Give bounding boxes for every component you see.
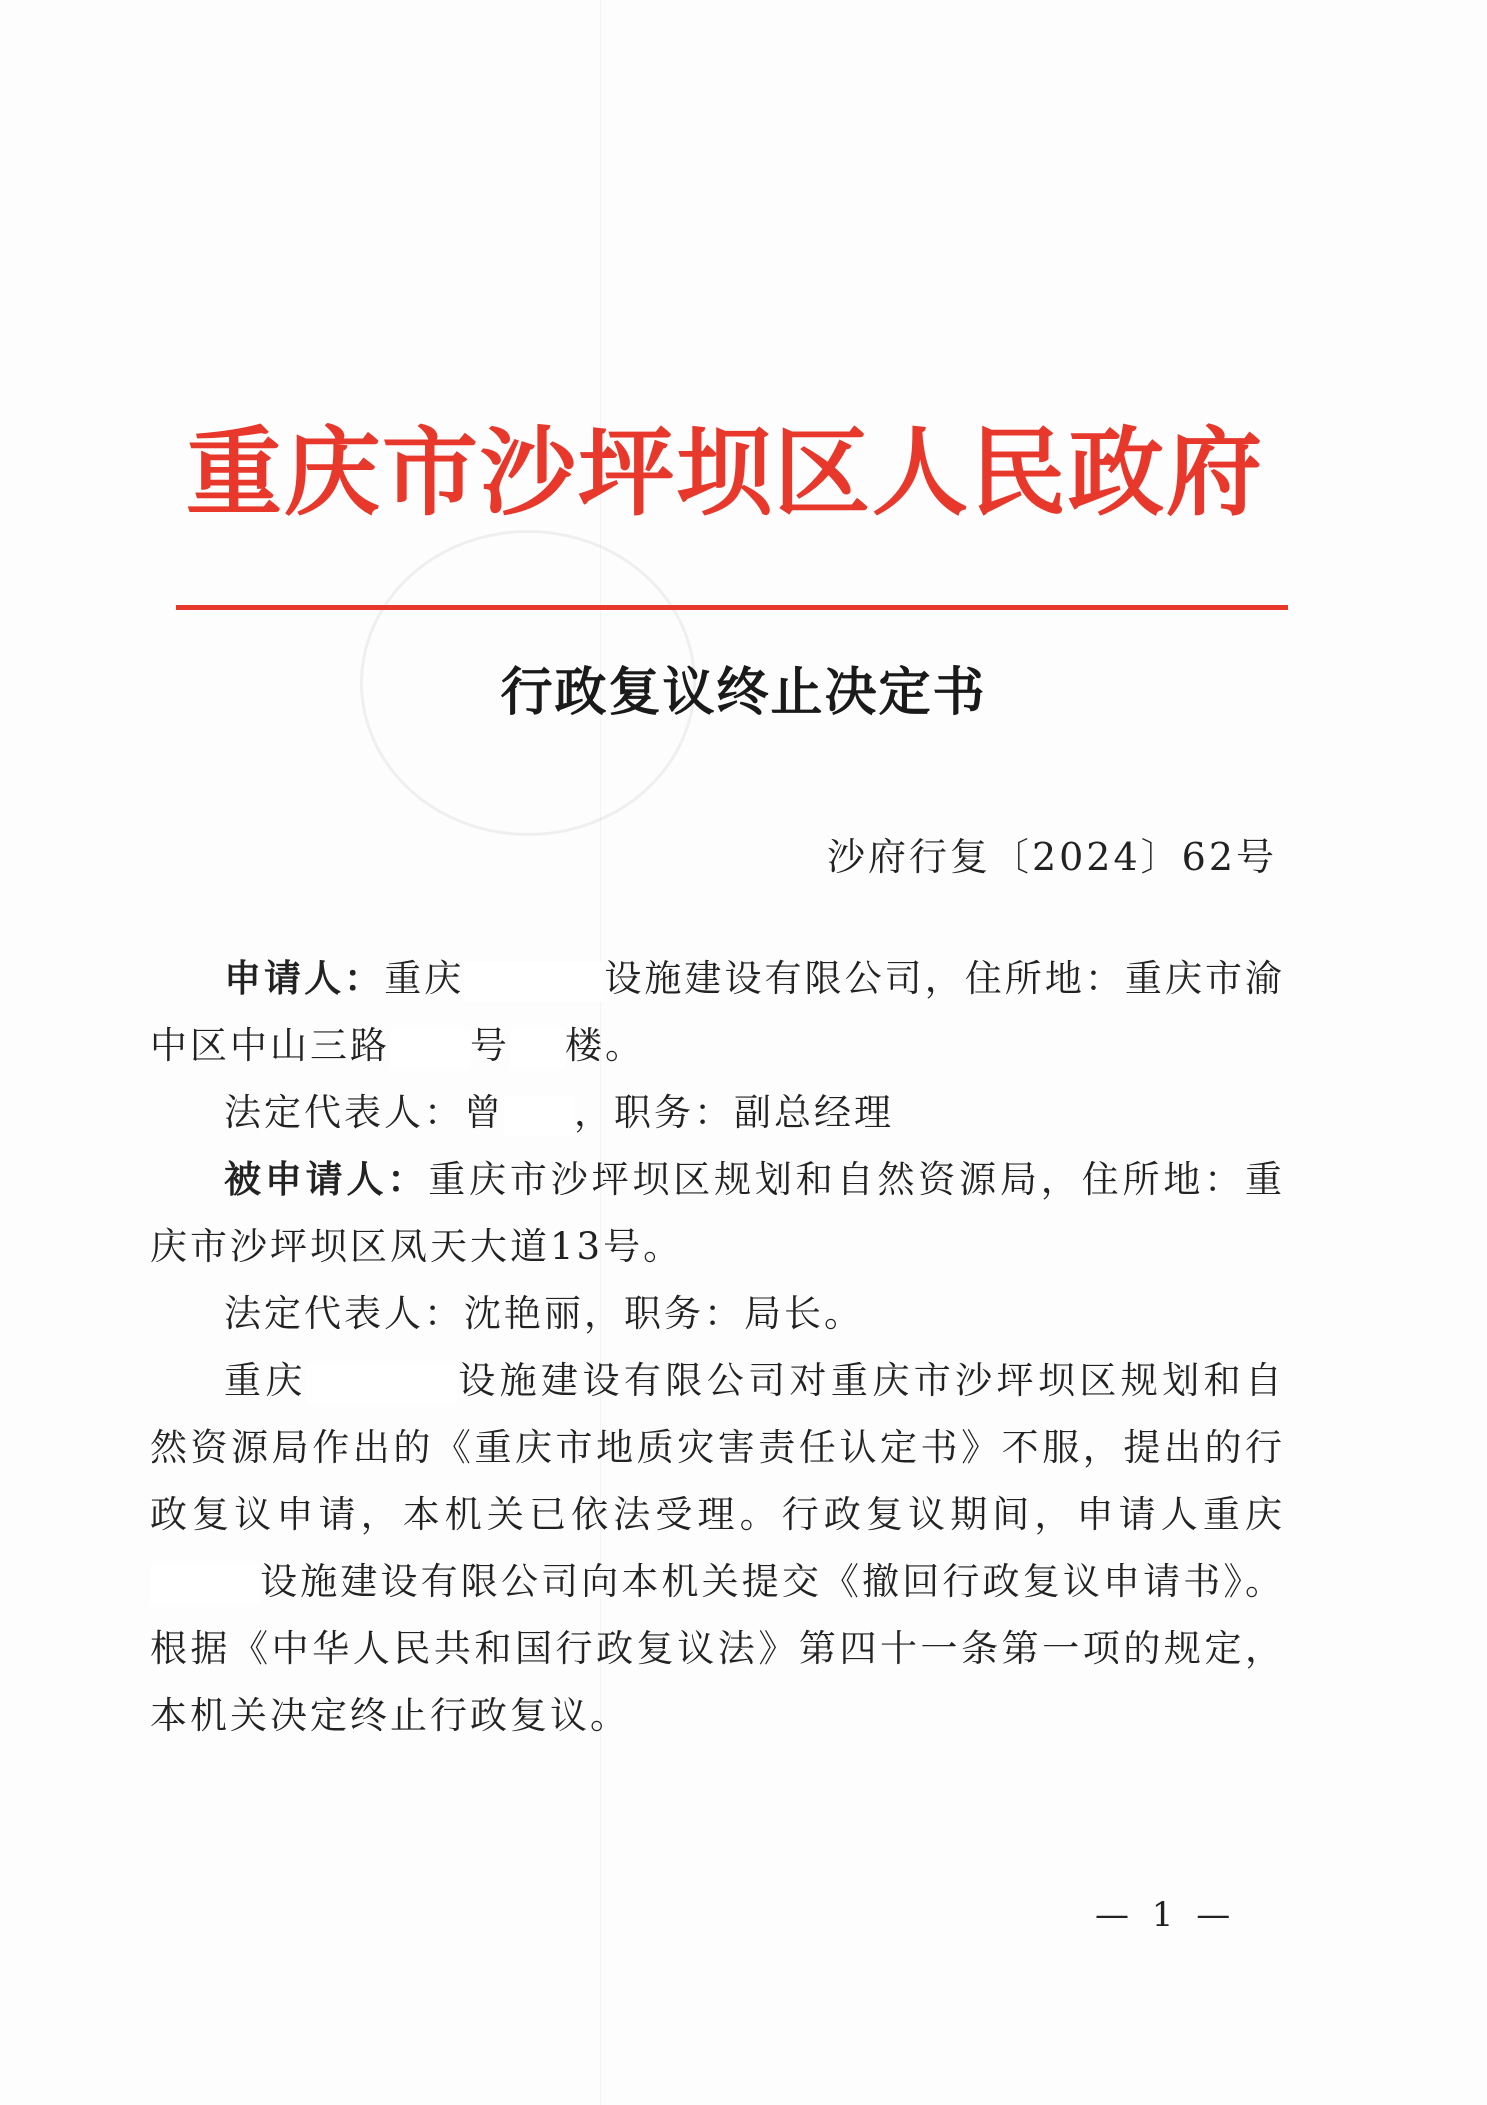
respondent-representative-text: 法定代表人：沈艳丽，职务：局长。 — [224, 1292, 864, 1335]
redaction-block — [150, 1565, 260, 1605]
applicant-address-floor-suffix: 楼。 — [565, 1024, 645, 1067]
document-number: 沙府行复〔2024〕62号 — [826, 835, 1277, 879]
page-number: — 1 — — [1095, 1895, 1237, 1935]
redaction-block — [510, 1029, 565, 1069]
applicant-representative-paragraph — [150, 1079, 1285, 1146]
decision-part-3: 设施建设有限公司向本机关提交《撤回行政复议申请书》。根据《中华人民共和国行政复议法》第四十一条第一项的规定，本机关决定终止行政复议。 — [150, 1560, 1285, 1737]
decision-part-1: 重庆 — [224, 1359, 307, 1402]
redaction-block — [504, 1096, 574, 1136]
applicant-address-start: 重庆市渝中区中山三路 — [150, 957, 1286, 1067]
respondent-label: 被申请人： — [224, 1157, 429, 1201]
respondent-text: 重庆市沙坪坝区规划和自然资源局，住所地：重庆市沙坪坝区凤天大道13号。 — [150, 1158, 1286, 1268]
applicant-address-label: ，住所地： — [924, 957, 1125, 1000]
respondent-representative-paragraph — [150, 1280, 1285, 1347]
applicant-representative-prefix: 法定代表人：曾 — [224, 1091, 504, 1134]
redaction-block — [307, 1364, 457, 1404]
applicant-label: 申请人： — [224, 956, 385, 1000]
redaction-block — [464, 962, 604, 1002]
respondent-paragraph — [150, 1146, 1285, 1280]
applicant-representative-suffix: ，职务：副总经理 — [574, 1091, 894, 1134]
decision-paragraph — [150, 1347, 1285, 1749]
applicant-name-prefix: 重庆 — [384, 957, 465, 1000]
applicant-name-suffix: 设施建设有限公司 — [604, 957, 925, 1000]
applicant-address-number-suffix: 号 — [470, 1024, 510, 1067]
red-divider-line — [176, 605, 1288, 610]
applicant-paragraph — [150, 945, 1285, 1079]
document-body — [150, 945, 1285, 1749]
redaction-block — [390, 1029, 470, 1069]
issuing-authority-header: 重庆市沙坪坝区人民政府 — [186, 416, 1264, 529]
document-title: 行政复议终止决定书 — [500, 662, 987, 723]
decision-part-2: 设施建设有限公司对重庆市沙坪坝区规划和自然资源局作出的《重庆市地质灾害责任认定书》不服，提出的行政复议申请，本机关已依法受理。行政复议期间，申请人重庆 — [150, 1359, 1286, 1536]
